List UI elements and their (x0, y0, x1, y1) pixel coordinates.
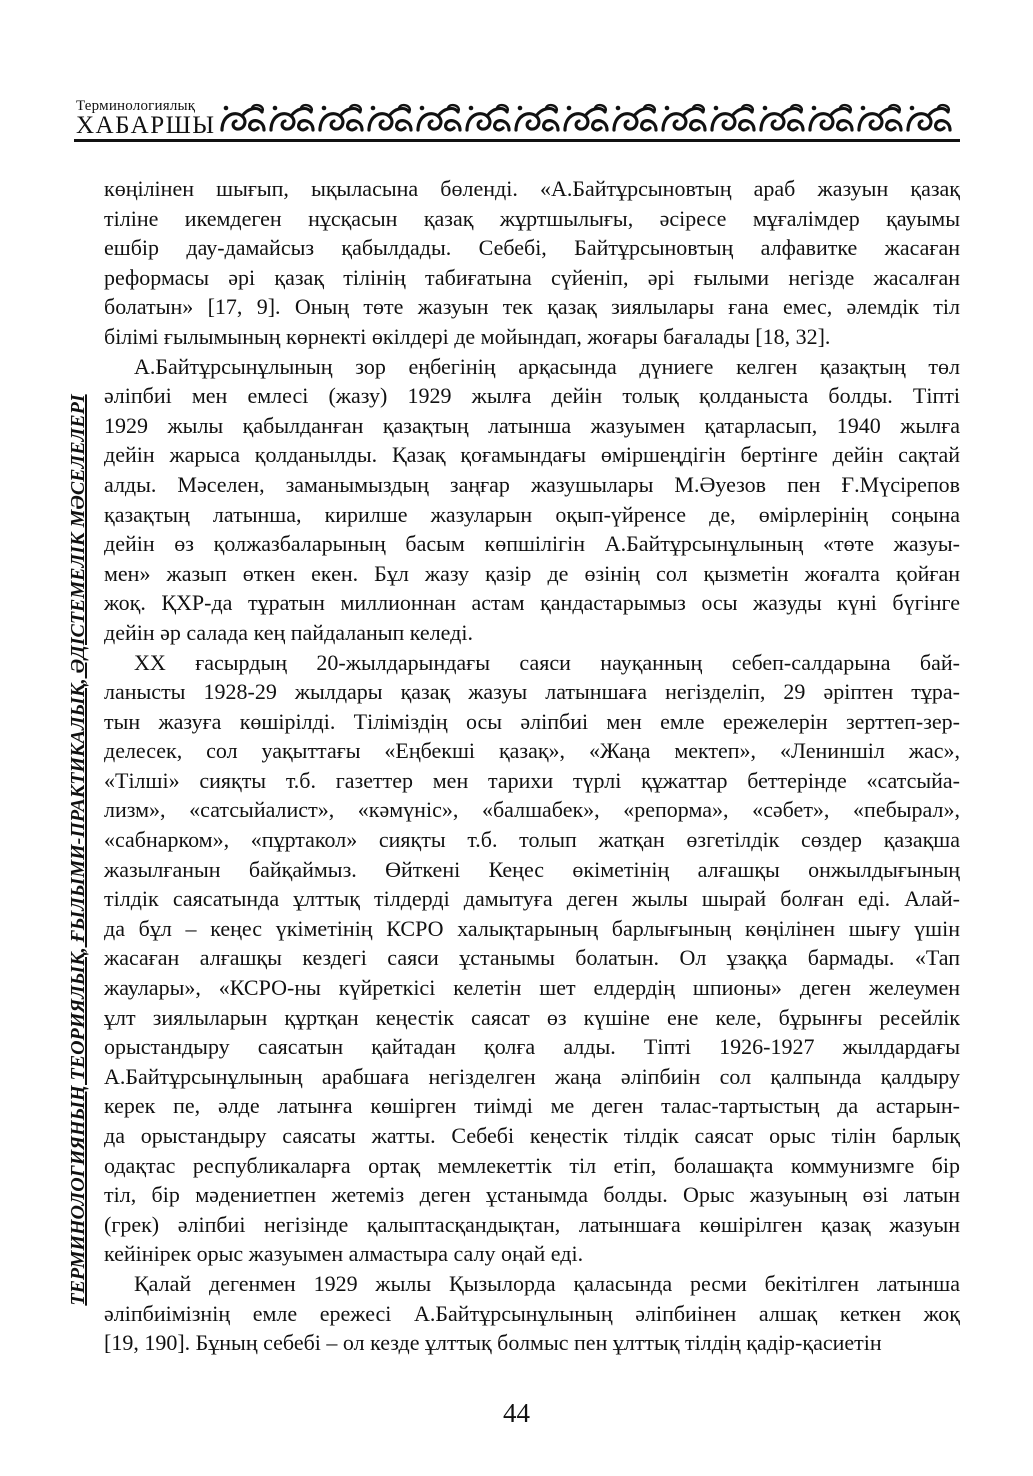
text-line: дейін жарыса қолданылды. Қазақ қоғамындағы өміршеңдігін бертінге дейін сақтай (104, 442, 960, 468)
text-line: тын жазуға көшірілді. Тіліміздің осы әліпбиі мен емле ережелерін зерттеп-зер- (104, 708, 960, 734)
text-line: болатын» [17, 9]. Оның төте жазуын тек қазақ зиялылары ғана емес, әлемдік тіл (104, 294, 960, 320)
text-line: керек пе, әлде латынға көшірген тиімді ме деген талас-тартыстың да астарын- (104, 1093, 960, 1119)
text-line: А.Байтұрсынұлының зор еңбегінің арқасында дүниеге келген қазақтың төл (134, 353, 960, 379)
text-line: мен» жазып өткен екен. Бұл жазу қазір де өзінің сол қызметін жоғалта қойған (104, 560, 960, 586)
text-line: тіл, бір мәдениетпен жетеміз деген ұстанымда болды. Орыс жазуының өзі латын (104, 1182, 960, 1208)
text-line: жазылғанын байқаймыз. Өйткені Кеңес өкіметінің алғашқы онжылдығының (104, 856, 960, 882)
text-line: да бұл – кеңес үкіметінің КСРО халықтарының барлығының көңілінен шығу үшін (104, 915, 960, 941)
text-line: лизм», «сатсыйалист», «кәмүніс», «балшабек», «репорма», «сәбет», «пебырал», (104, 797, 960, 823)
text-line: ұлт зиялыларын құртқан кеңестік саясат өз күшіне ене келе, бұрынғы ресейлік (104, 1004, 960, 1030)
text-line: А.Байтұрсынұлының арабшаға негізделген жаңа әліпбиін сол қалпында қалдыру (104, 1063, 960, 1089)
text-line: білімі ғылымының көрнекті өкілдері де мойындап, жоғары бағалады [18, 32]. (104, 323, 831, 349)
text-line: дейін өз қолжазбаларының басым көпшілігін А.Байтұрсынұлының «төте жазуы- (104, 531, 960, 557)
journal-header (74, 96, 960, 144)
text-line: ланысты 1928-29 жылдары қазақ жазуы латыншаға негізделіп, 29 әріптен тұра- (104, 679, 960, 705)
text-line: жаулары», «КСРО-ны күйреткісі келетін шет елдердің шпионы» деген желеумен (104, 975, 960, 1001)
text-line: реформасы әрі қазақ тілінің табиғатына сүйеніп, әрі ғылыми негізде жасалған (104, 264, 960, 290)
text-line: әліпбиімізнің емле ережесі А.Байтұрсынұлының әліпбиінен алшақ кеткен жоқ (104, 1300, 960, 1326)
text-line: көңілінен шығып, ықыласына бөленді. «А.Байтұрсыновтың араб жазуын қазақ (104, 176, 960, 201)
text-line: да орыстандыру саясаты жатты. Себебі кеңестік тілдік саясат орыс тілін барлық (104, 1123, 960, 1148)
text-line: тіліне икемдеген нұсқасын қазақ жұртшылығы, әсіресе мұғалімдер қауымы (104, 205, 960, 231)
text-line: 1929 жылы қабылданған қазақтың латынша жазуымен қатарласып, 1940 жылға (104, 412, 960, 438)
paragraph (104, 648, 960, 1269)
text-line: орыстандыру саясатын қайтадан қолға алды. Тіпті 1926-1927 жылдардағы (104, 1034, 960, 1060)
text-line: «Тілші» сияқты т.б. газеттер мен тарихи түрлі құжаттар беттерінде «сатсыйа- (104, 767, 960, 793)
paragraph (104, 174, 960, 352)
text-line: [19, 190]. Бұның себебі – ол кезде ұлттық болмыс пен ұлттық тілдің қадір-қасиетін (104, 1330, 882, 1356)
text-line: «сабнарком», «пұртакол» сияқты т.б. толып жатқан өзгетілдік сөздер қазақша (104, 827, 960, 853)
text-line: одақтас республикаларға ортақ мемлекеттік тіл етіп, болашақта коммунизмге бір (104, 1152, 960, 1178)
body-text (104, 174, 960, 1358)
text-line: қазақтың латынша, кирилше жазуларын оқып-үйренсе де, өмірлерінің соңына (104, 501, 960, 527)
header-title: ХАБАРШЫ (76, 112, 216, 139)
text-line: (грек) әліпбиі негізінде қалыптасқандықтан, латыншаға көшірілген қазақ жазуын (104, 1211, 960, 1237)
text-line: дейін әр салада кең пайдаланып келеді. (104, 619, 473, 645)
side-section-title: ТЕРМИНОЛОГИЯНЫҢ ТЕОРИЯЛЫҚ, ҒЫЛЫМИ-ПРАКТИКАЛЫҚ, ӘДІСТЕМЕЛІК МӘСЕЛЕЛЕРІ (66, 394, 89, 1306)
page-number: 44 (503, 1398, 530, 1428)
text-line: әліпбиі мен емлесі (жазу) 1929 жылға дейін толық қолданыста болды. Тіпті (104, 383, 960, 409)
text-line: жасаған алғашқы кездегі саяси ұстанымы болатын. Ол ұзаққа бармады. «Тап (104, 945, 960, 971)
text-line: ешбір дау-дамайсыз қабылдады. Себебі, Байтұрсыновтың алфавитке жасаған (104, 235, 960, 261)
text-line: алды. Мәселен, заманымыздың заңғар жазушылары М.Әуезов пен Ғ.Мүсірепов (104, 471, 960, 497)
header-subtitle: Терминологиялық (76, 98, 196, 114)
text-line: кейінірек орыс жазуымен алмастыра салу оңай еді. (104, 1241, 584, 1267)
text-line: тілдік саясатында ұлттық тілдерді дамытуға деген жылы шырай болған еді. Алай- (104, 886, 960, 912)
text-line: жоқ. ҚХР-да тұратын миллионнан астам қандастарымыз осы жазуды күні бүгінге (104, 590, 960, 616)
paragraph (104, 352, 960, 648)
header-rule (74, 139, 960, 142)
text-line: Қалай дегенмен 1929 жылы Қызылорда қаласында ресми бекітілген латынша (134, 1270, 960, 1296)
paragraph (104, 1269, 960, 1358)
ornament-band (218, 100, 958, 138)
text-line: XX ғасырдың 20-жылдарындағы саяси науқанның себеп-салдарына бай- (134, 649, 960, 675)
text-line: делесек, сол уақыттағы «Еңбекші қазақ», «Жаңа мектеп», «Лениншіл жас», (104, 738, 960, 764)
